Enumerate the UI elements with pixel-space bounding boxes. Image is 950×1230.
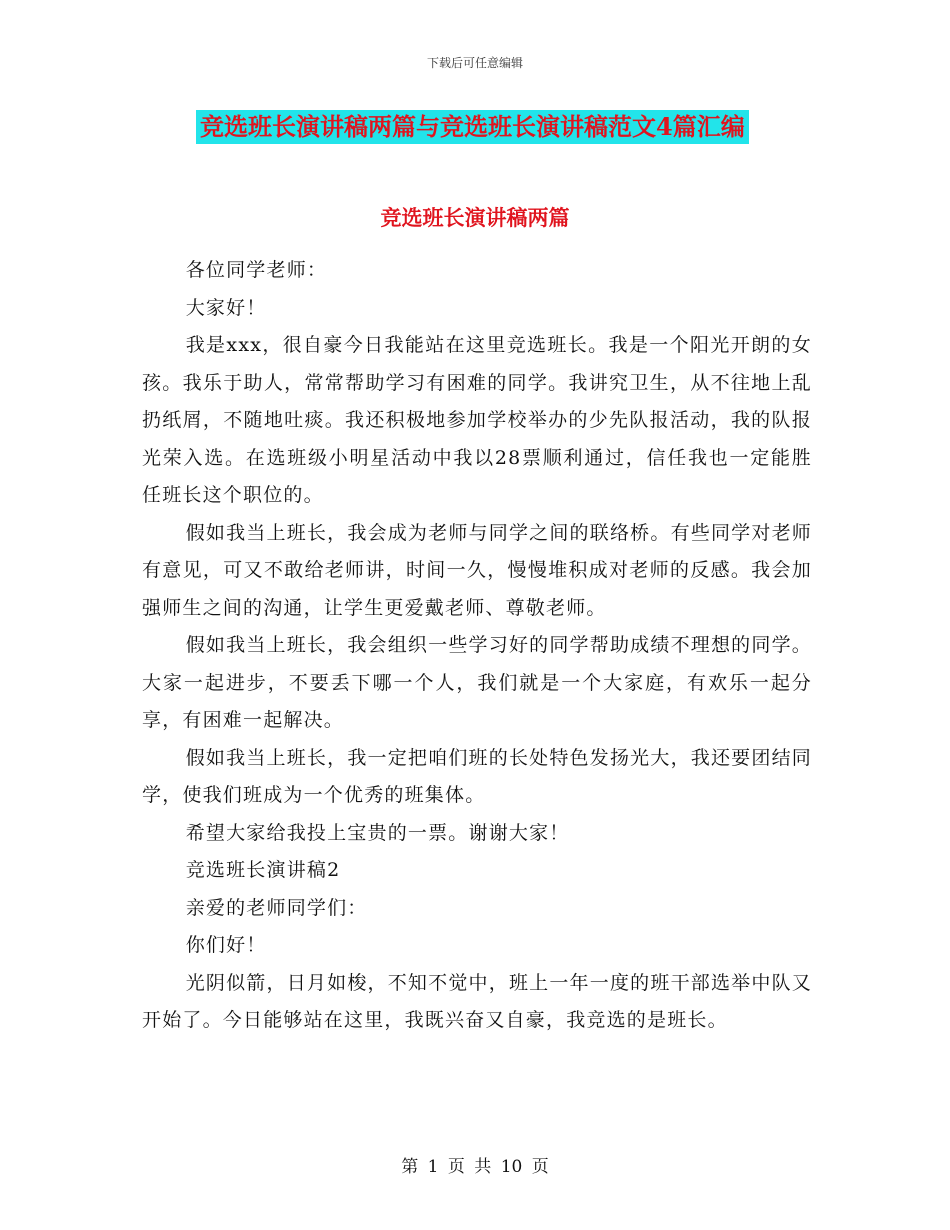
spacer bbox=[142, 224, 812, 252]
header-note: 下载后可任意编辑 bbox=[426, 56, 523, 70]
document-main-title: 竞选班长演讲稿两篇与竞选班长演讲稿范文4篇汇编 bbox=[196, 110, 749, 144]
document-body bbox=[142, 224, 812, 1040]
paragraph-bridge: 假如我当上班长，我会成为老师与同学之间的联络桥。有些同学对老师有意见，可又不敢给老师讲，时间一久，慢慢堆积成对老师的反感。我会加强师生之间的沟通，让学生更爱戴老师、尊敬老师。 bbox=[142, 521, 812, 619]
paragraph-speech2-intro: 光阴似箭，日月如梭，不知不觉中，班上一年一度的班干部选举中队又开始了。今日能够站在这里，我既兴奋又自豪，我竞选的是班长。 bbox=[142, 971, 812, 1031]
paragraph-unity: 假如我当上班长，我一定把咱们班的长处特色发扬光大，我还要团结同学，使我们班成为一个优秀的班集体。 bbox=[142, 746, 812, 806]
paragraph-hello: 大家好！ bbox=[185, 296, 267, 319]
paragraph-speech2-heading: 竞选班长演讲稿2 bbox=[185, 859, 341, 881]
paragraph-help: 假如我当上班长，我会组织一些学习好的同学帮助成绩不理想的同学。大家一起进步，不要丢下哪一个人，我们就是一个大家庭，有欢乐一起分享，有困难一起解决。 bbox=[142, 634, 812, 731]
paragraph-speech2-greeting: 亲爱的老师同学们： bbox=[185, 896, 368, 919]
section-title: 竞选班长演讲稿两篇 bbox=[380, 205, 570, 230]
paragraph-speech2-hello: 你们好！ bbox=[185, 934, 267, 956]
paragraph-vote: 希望大家给我投上宝贵的一票。谢谢大家！ bbox=[185, 821, 570, 844]
paragraph-greeting: 各位同学老师： bbox=[185, 259, 328, 281]
page-footer: 第 1 页 共 10 页 bbox=[401, 1157, 549, 1177]
paragraph-intro: 我是xxx，很自豪今日我能站在这里竞选班长。我是一个阳光开朗的女孩。我乐于助人，常常帮助学习有困难的同学。我讲究卫生，从不往地上乱扔纸屑，不随地吐痰。我还积极地参加学校举办的少先队报活动，我的队报光荣入选。在选班级小明星活动中我以28票顺利通过，信任我也一定能胜任班长这个职位的。 bbox=[142, 334, 812, 506]
